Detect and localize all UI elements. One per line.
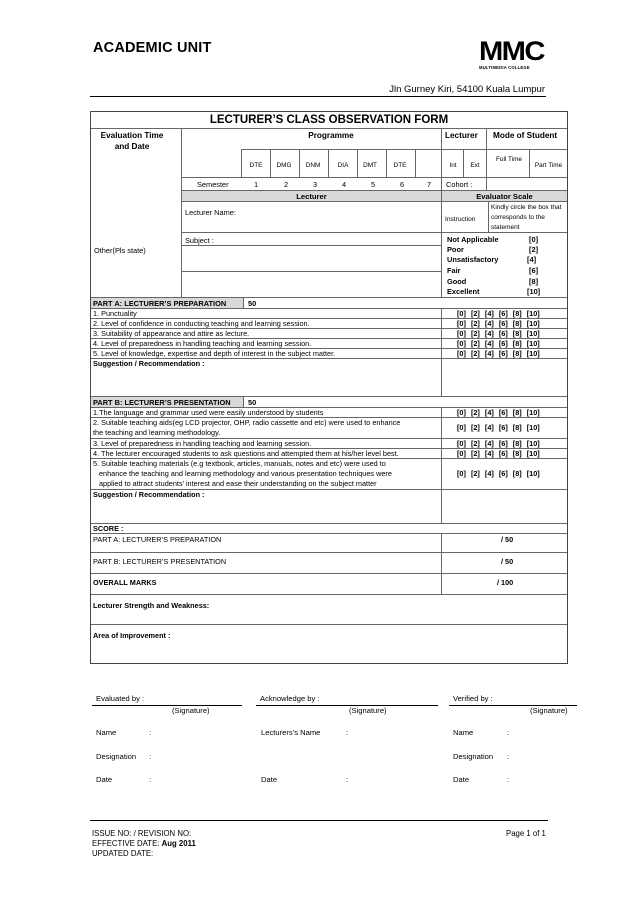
part-a-item-3-scale[interactable]: [0] [2] [4] [6] [8] [10] [457, 329, 540, 338]
signature-line-2[interactable] [256, 705, 438, 706]
verified-by-label: Verified by : [453, 694, 493, 703]
name-label-1: Name [96, 728, 117, 737]
part-a-item-2: 2. Level of confidence in conducting teaching and learning session. [93, 319, 310, 328]
designation-colon-1: : [149, 752, 152, 761]
part-b-item-1: 1.The language and grammar used were easily understood by students [93, 408, 324, 417]
mode-part-time: Part Time [534, 162, 563, 169]
semester-6: 6 [399, 180, 405, 189]
part-b-item-2-line-1: 2. Suitable teaching aids(eg LCD projector, OHP, radio cassette and etc) were used to enhance [93, 418, 401, 427]
part-a-item-4: 4. Level of preparedness in handling teaching and learning session. [93, 339, 312, 348]
scale-unsatisfactory-value: [4] [527, 255, 537, 264]
part-a-item-1-scale[interactable]: [0] [2] [4] [6] [8] [10] [457, 309, 540, 318]
date-colon-3: : [507, 775, 510, 784]
scale-not-applicable: Not Applicable [447, 235, 499, 244]
date-label-1: Date [96, 775, 113, 784]
part-a-item-3: 3. Suitability of appearance and attire as lecture. [93, 329, 250, 338]
part-a-max: 50 [248, 299, 257, 308]
header-divider [90, 96, 546, 97]
signature-caption-1: (Signature) [172, 706, 210, 715]
part-b-item-5-scale[interactable]: [0] [2] [4] [6] [8] [10] [457, 469, 540, 478]
acknowledge-by-label: Acknowledge by : [260, 694, 320, 703]
part-a-item-5-scale[interactable]: [0] [2] [4] [6] [8] [10] [457, 349, 540, 358]
unit-title: ACADEMIC UNIT [93, 40, 212, 56]
prog-dia: DIA [337, 162, 349, 169]
part-b-item-2-scale[interactable]: [0] [2] [4] [6] [8] [10] [457, 423, 540, 432]
score-part-a-value[interactable]: / 50 [501, 535, 514, 544]
semester-7: 7 [426, 180, 432, 189]
name-colon-1: : [149, 728, 152, 737]
score-part-a-label: PART A: LECTURER’S PREPARATION [93, 535, 222, 544]
footer-divider [90, 820, 548, 821]
page-number: Page 1 of 1 [506, 829, 546, 838]
semester-label: Semester [197, 180, 229, 189]
part-b-item-3: 3. Level of preparedness in handling teaching and learning session. [93, 439, 312, 448]
part-a-suggestion[interactable]: Suggestion / Recommendation : [93, 359, 205, 368]
cohort-label: Cohort : [446, 180, 473, 189]
semester-1: 1 [253, 180, 259, 189]
scale-excellent-value: [10] [527, 287, 541, 296]
lecturer-header: Lecturer [445, 131, 478, 140]
mode-header: Mode of Student [493, 131, 558, 140]
date-colon-1: : [149, 775, 152, 784]
semester-2: 2 [283, 180, 289, 189]
part-a-item-2-scale[interactable]: [0] [2] [4] [6] [8] [10] [457, 319, 540, 328]
logo-text: MMC [479, 36, 544, 66]
strength-weakness-label[interactable]: Lecturer Strength and Weakness: [93, 601, 210, 610]
name-label-3: Name [453, 728, 474, 737]
mode-int: Int [449, 162, 457, 169]
part-b-max: 50 [248, 398, 257, 407]
date-colon-2: : [346, 775, 349, 784]
effective-date-value: Aug 2011 [161, 839, 196, 848]
eval-time-header: Evaluation Time and Date [100, 131, 164, 151]
part-a-title: PART A: LECTURER’S PREPARATION [91, 298, 243, 308]
part-b-item-5-line-1: 5. Suitable teaching materials (e.g textbook, articles, manuals, notes and etc) were used to [93, 459, 386, 468]
instruction-text: Kindly circle the box that corresponds to the statement [491, 204, 562, 231]
scale-good: Good [447, 277, 467, 286]
subject-label: Subject : [185, 236, 214, 245]
updated-date: UPDATED DATE: [92, 849, 154, 858]
part-b-suggestion[interactable]: Suggestion / Recommendation : [93, 490, 205, 499]
prog-dnm: DNM [305, 162, 321, 169]
effective-date-label: EFFECTIVE DATE: [92, 839, 160, 848]
part-b-item-1-scale[interactable]: [0] [2] [4] [6] [8] [10] [457, 408, 540, 417]
part-b-item-4: 4. The lecturer encouraged students to ask questions and attempted them at his/her level best. [93, 449, 399, 458]
address: Jln Gurney Kiri, 54100 Kuala Lumpur [389, 84, 545, 95]
scale-poor-value: [2] [529, 245, 539, 254]
logo-subtext: MULTIMEDIA COLLEGE [479, 65, 530, 70]
scale-good-value: [8] [529, 277, 539, 286]
name-colon-2: : [346, 728, 349, 737]
designation-label-1: Designation [96, 752, 137, 761]
effective-date [92, 839, 196, 849]
scale-unsatisfactory: Unsatisfactory [447, 255, 499, 264]
part-b-item-5-line-3: applied to attract students’ interest and ease their understanding on the subject matter [99, 479, 377, 488]
college-logo [479, 38, 547, 70]
mode-ext: Ext [470, 162, 480, 169]
evaluator-scale-header: Evaluator Scale [442, 191, 567, 201]
lecturer-name-sig-label: Lecturers’s Name [261, 728, 321, 737]
area-improvement-label[interactable]: Area of Improvement : [93, 631, 171, 640]
instruction-label: Instruction [445, 216, 476, 223]
footer-info [92, 829, 196, 859]
semester-4: 4 [341, 180, 347, 189]
date-label-2: Date [261, 775, 278, 784]
form-title: LECTURER’S CLASS OBSERVATION FORM [209, 114, 449, 126]
scale-fair-value: [6] [529, 266, 539, 275]
score-label: SCORE : [93, 524, 124, 533]
scale-not-applicable-value: [0] [529, 235, 539, 244]
designation-colon-3: : [507, 752, 510, 761]
mode-full-time: Full Time [496, 156, 522, 163]
date-label-3: Date [453, 775, 470, 784]
scale-excellent: Excellent [447, 287, 480, 296]
other-label: Other(Pls state) [94, 246, 146, 255]
semester-5: 5 [370, 180, 376, 189]
overall-marks-label: OVERALL MARKS [93, 578, 157, 587]
semester-3: 3 [312, 180, 318, 189]
score-part-b-value[interactable]: / 50 [501, 557, 514, 566]
part-b-title: PART B: LECTURER’S PRESENTATION [91, 397, 243, 407]
prog-dte: DTE [249, 162, 263, 169]
part-b-item-4-scale[interactable]: [0] [2] [4] [6] [8] [10] [457, 449, 540, 458]
issue-no: ISSUE NO: / REVISION NO: [92, 829, 192, 838]
part-b-item-3-scale[interactable]: [0] [2] [4] [6] [8] [10] [457, 439, 540, 448]
lecturer-section-header: Lecturer [182, 191, 441, 201]
prog-dmg: DMG [276, 162, 292, 169]
prog-dmt: DMT [363, 162, 377, 169]
evaluated-by-label: Evaluated by : [96, 694, 145, 703]
signature-caption-3: (Signature) [530, 706, 568, 715]
scale-poor: Poor [447, 245, 464, 254]
observation-form [90, 111, 568, 664]
part-a-item-1: 1. Punctuality [93, 309, 137, 318]
scale-fair: Fair [447, 266, 461, 275]
name-colon-3: : [507, 728, 510, 737]
part-b-item-5-line-2: enhance the teaching and learning methodology and various presentation techniques were [99, 469, 392, 478]
lecturer-name-label: Lecturer Name: [185, 208, 236, 217]
prog-dte-2: DTE [393, 162, 407, 169]
overall-marks-value[interactable]: / 100 [497, 578, 514, 587]
score-part-b-label: PART B: LECTURER’S PRESENTATION [93, 557, 227, 566]
part-a-item-4-scale[interactable]: [0] [2] [4] [6] [8] [10] [457, 339, 540, 348]
signature-caption-2: (Signature) [349, 706, 387, 715]
part-b-item-2-line-2: the teaching and learning methodology. [93, 428, 221, 437]
part-a-item-5: 5. Level of knowledge, expertise and depth of interest in the subject matter. [93, 349, 336, 358]
designation-label-3: Designation [453, 752, 494, 761]
signature-line-1[interactable] [92, 705, 242, 706]
programme-header: Programme [308, 131, 354, 140]
